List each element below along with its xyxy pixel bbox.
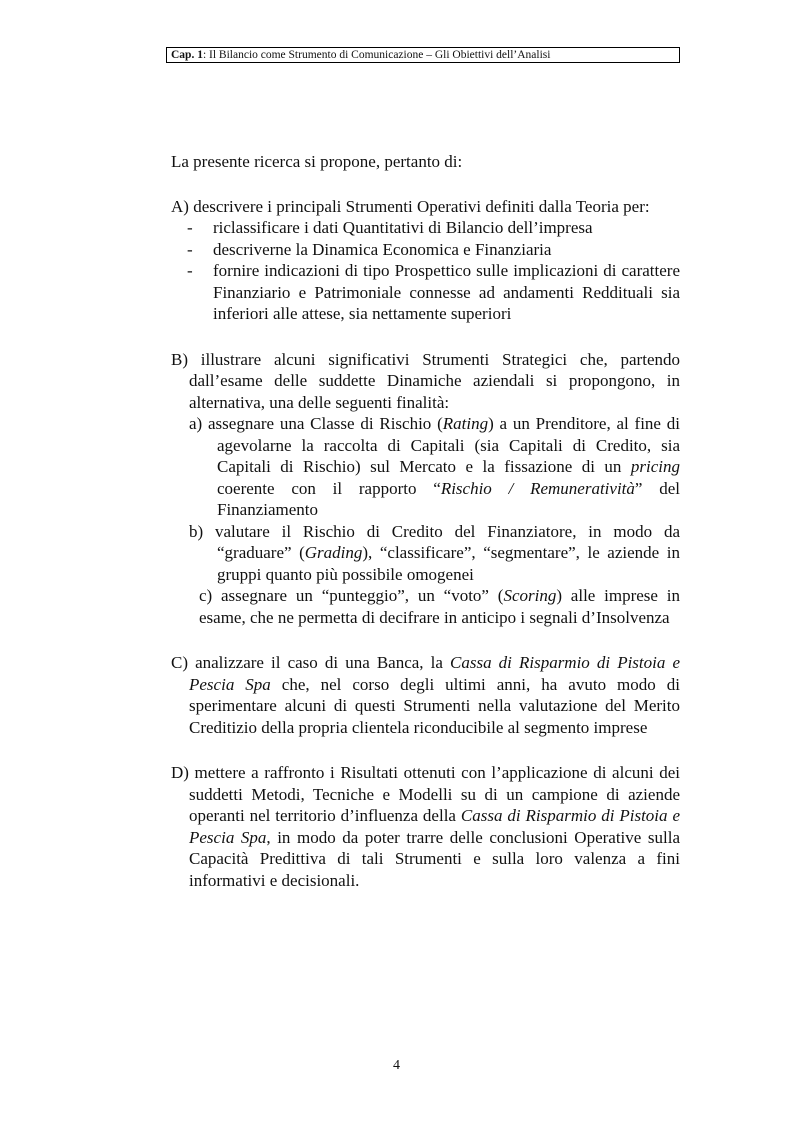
text-run: b) valutare il Rischio di Credito del Finanziatore, in modo da “graduare” ( xyxy=(189,521,680,562)
section-b-item-b xyxy=(171,521,680,586)
section-d-text xyxy=(171,762,680,891)
section-a xyxy=(171,196,680,325)
text-run: a) assegnare una Classe di Rischio ( xyxy=(189,414,443,433)
term-rating: Rating xyxy=(442,414,489,433)
text-run: ) alle imprese in esame, che ne permetta di decifrare in anticipo i segnali d’Insolvenza xyxy=(199,586,680,627)
running-header xyxy=(166,47,680,63)
text-run: , in modo da poter trarre delle conclusioni Operative sulla Capacità Predittiva di tali Strumenti e sulla loro valenza a fini informativi e decisionali. xyxy=(189,827,680,890)
text-run: D) mettere a raffronto i Risultati ottenuti con l’applicazione di alcuni dei suddetti Metodi, Tecniche e Modelli su di un campione di aziende operanti nel territorio d’influenza della xyxy=(171,763,680,825)
term-pricing: pricing xyxy=(630,457,680,476)
text-run: C) analizzare il caso di una Banca, la xyxy=(171,653,450,672)
section-b-item-c xyxy=(171,585,680,628)
text-run: coerente con il rapporto “ xyxy=(217,478,441,498)
page-number: 4 xyxy=(393,1058,400,1073)
section-a-text: A) descrivere i principali Strumenti Operativi definiti dalla Teoria per: xyxy=(171,196,650,216)
list-item xyxy=(184,239,680,261)
list-item-text: riclassificare i dati Quantitativi di Bilancio dell’impresa xyxy=(213,218,593,237)
chapter-title: : Il Bilancio come Strumento di Comunicazione – Gli Obiettivi dell’Analisi xyxy=(202,49,551,61)
dash-bullet: - xyxy=(187,261,193,280)
intro-paragraph: La presente ricerca si propone, pertanto di: xyxy=(171,152,463,171)
list-item xyxy=(184,260,680,325)
dash-bullet: - xyxy=(187,218,193,237)
section-b-item-a xyxy=(171,413,680,521)
chapter-label: Cap. 1 xyxy=(171,49,203,61)
term-rischio: Rischio / Remuneratività xyxy=(440,478,635,498)
list-item xyxy=(184,217,680,239)
term-scoring: Scoring xyxy=(503,586,557,605)
text-run: ), “classificare”, “segmentare”, le aziende in gruppi quanto più possibile omogenei xyxy=(217,543,680,584)
text-run: ) a un Prenditore, al fine di agevolarne la raccolta di Capitali (sia Capitali di Credito, sia Capitali di Rischio) sul Mercato e la fissazione di un xyxy=(217,414,680,476)
dash-bullet: - xyxy=(187,239,193,259)
text-run: che, nel corso degli ultimi anni, ha avuto modo di sperimentare alcuni di questi Strumenti nella valutazione del Merito Creditizio della propria clientela riconducibile al segmento imprese xyxy=(189,674,680,737)
section-d xyxy=(171,762,680,891)
term-grading: Grading xyxy=(304,543,363,562)
list-item-text: fornire indicazioni di tipo Prospettico sulle implicazioni di carattere Finanziario e Patrimoniale connesse ad andamenti Reddituali sia inferiori alle attese, sia nettamente superiori xyxy=(213,261,680,323)
bank-name: Cassa di Risparmio di Pistoia e Pescia Spa xyxy=(189,653,681,694)
text-run: ” del Finanziamento xyxy=(217,478,680,519)
text-run: c) assegnare un “punteggio”, un “voto” ( xyxy=(199,586,504,605)
body-text xyxy=(171,151,680,915)
section-b xyxy=(171,349,680,629)
section-b-text: B) illustrare alcuni significativi Strumenti Strategici che, partendo dall’esame delle suddette Dinamiche aziendali si propongono, in alternativa, una delle seguenti finalità: xyxy=(171,349,680,412)
section-c-text xyxy=(171,652,680,738)
section-c xyxy=(171,652,680,738)
list-item-text: descriverne la Dinamica Economica e Finanziaria xyxy=(213,239,552,259)
bank-name: Cassa di Risparmio di Pistoia e Pescia Spa xyxy=(189,806,680,847)
section-a-list xyxy=(171,217,680,325)
